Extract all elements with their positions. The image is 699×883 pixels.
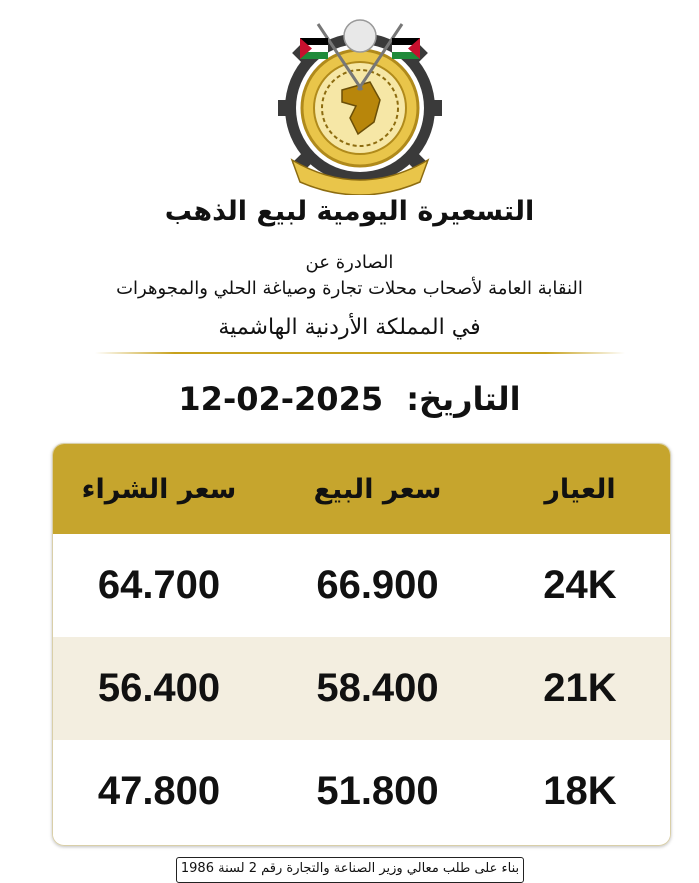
karat-cell: 21K bbox=[543, 666, 617, 710]
buy-cell: 56.400 bbox=[97, 666, 221, 710]
karat-cell: 18K bbox=[543, 769, 617, 813]
sell-cell: 51.800 bbox=[316, 769, 439, 813]
footer-note: بناء على طلب معالي وزير الصناعة والتجارة رقم 2 لسنة 1986 bbox=[176, 857, 524, 883]
syndicate-logo bbox=[270, 10, 450, 195]
kingdom-name: في المملكة الأردنية الهاشمية bbox=[218, 315, 481, 340]
table-row bbox=[53, 534, 670, 637]
buy-cell: 64.700 bbox=[97, 563, 221, 607]
price-table bbox=[52, 443, 671, 846]
table-row bbox=[53, 740, 670, 843]
syndicate-name: النقابة العامة لأصحاب محلات تجارة وصياغة الحلي والمجوهرات bbox=[116, 278, 583, 299]
header-buy: سعر الشراء bbox=[81, 473, 237, 505]
date-value: 12-02-2025 bbox=[178, 380, 384, 418]
sell-cell: 58.400 bbox=[316, 666, 439, 710]
divider bbox=[95, 352, 625, 354]
page-title: التسعيرة اليومية لبيع الذهب bbox=[164, 196, 535, 227]
buy-cell: 47.800 bbox=[97, 769, 221, 813]
table-header bbox=[53, 444, 670, 534]
date-line bbox=[0, 380, 699, 418]
table-row bbox=[53, 637, 670, 740]
date-label: التاريخ: bbox=[406, 380, 521, 418]
header-karat: العيار bbox=[544, 473, 616, 505]
karat-cell: 24K bbox=[543, 563, 617, 607]
sell-cell: 66.900 bbox=[316, 563, 439, 607]
issued-by: الصادرة عن bbox=[305, 252, 394, 273]
header-sell: سعر البيع bbox=[313, 473, 442, 505]
